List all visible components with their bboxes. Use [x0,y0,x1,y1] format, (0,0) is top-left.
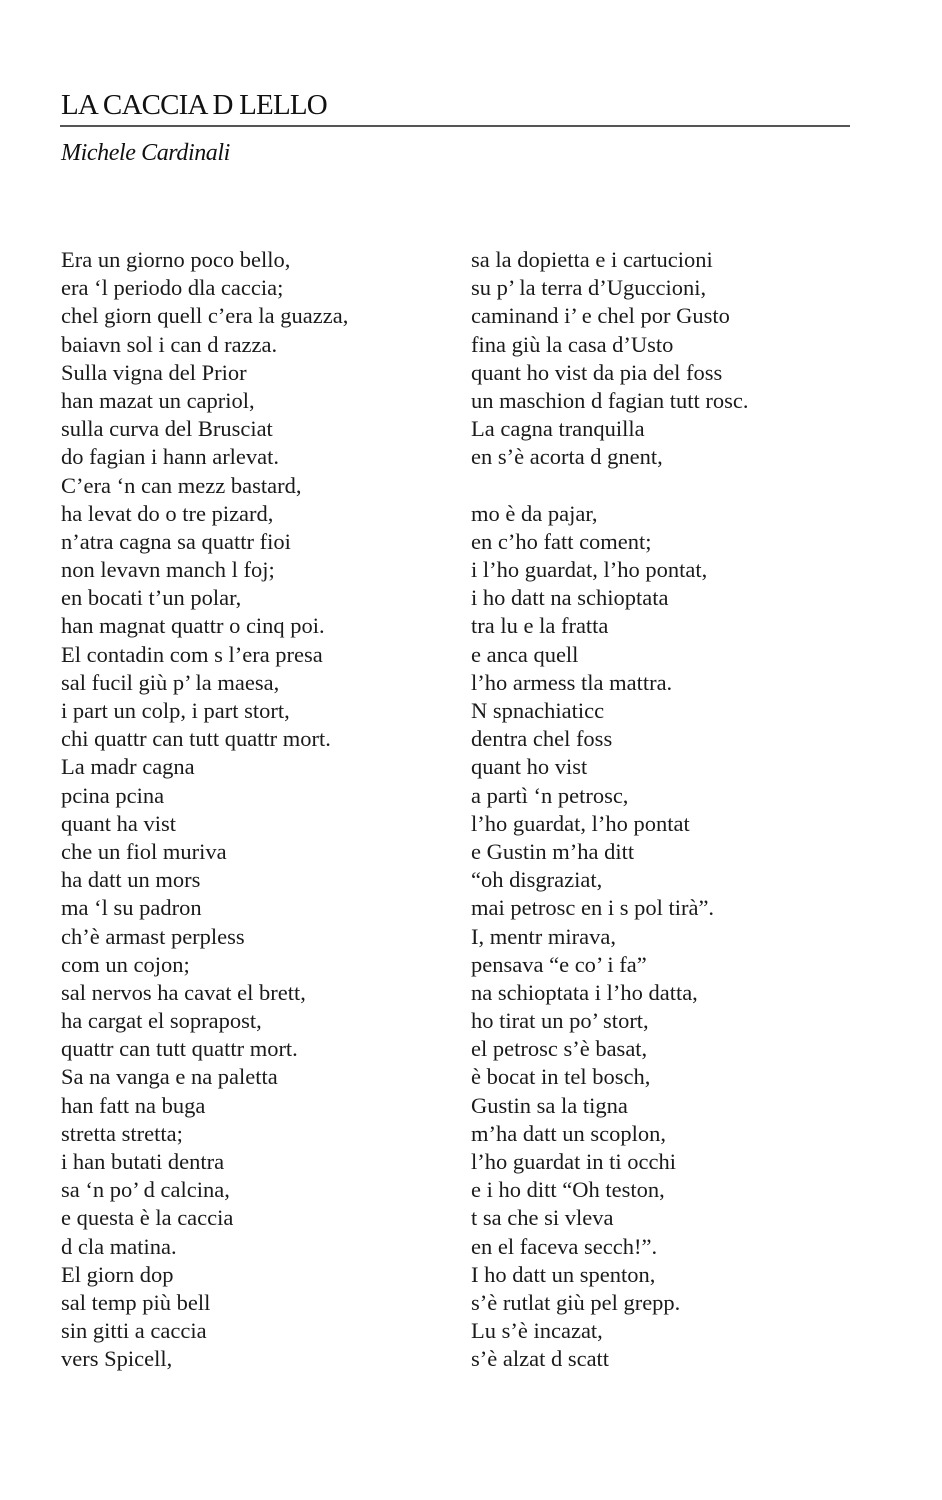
poem-column-left [61,246,348,1374]
poem-line: i l’ho guardat, l’ho pontat, [471,557,708,583]
poem-line: en s’è acorta d gnent, [471,444,663,470]
poem-line: e i ho ditt “Oh teston, [471,1177,665,1203]
poem-line: Sa na vanga e na paletta [61,1064,278,1090]
poem-line: un maschion d fagian tutt rosc. [471,387,749,413]
poem-line: pensava “e co’ i fa” [471,951,647,977]
poem-line: era ‘l periodo dla caccia; [61,275,284,301]
poem-line: chel giorn quell c’era la guazza, [61,303,349,329]
poem-line: mai petrosc en i s pol tirà”. [471,895,715,921]
poem-line: pcina pcina [61,782,165,808]
poem-line: I ho datt un spenton, [471,1261,656,1287]
poem-line: Lu s’è incazat, [471,1318,603,1344]
poem-line: do fagian i hann arlevat. [61,444,280,470]
poem-line: ma ‘l su padron [61,895,202,921]
poem-line: en el faceva secch!”. [471,1233,658,1259]
poem-line: e anca quell [471,641,579,667]
poem-line: sal nervos ha cavat el brett, [61,979,306,1005]
poem-line: i ho datt na schioptata [471,585,669,611]
poem-line: han fatt na buga [61,1092,206,1118]
poem-line: fina giù la casa d’Usto [471,331,674,357]
poem-line: sa ‘n po’ d calcina, [61,1177,230,1203]
poem-line: tra lu e la fratta [471,613,609,639]
poem-line: è bocat in tel bosch, [471,1064,651,1090]
poem-line: m’ha datt un scoplon, [471,1120,666,1146]
poem-line: non levavn manch l foj; [61,557,275,583]
poem-line: na schioptata i l’ho datta, [471,979,698,1005]
poem-line: quant ho vist [471,754,588,780]
poem-line: han mazat un capriol, [61,387,255,413]
poem-line: en c’ho fatt coment; [471,528,652,554]
poem-line: e questa è la caccia [61,1205,234,1231]
poem-line: mo è da pajar, [471,500,598,526]
poem-line: i han butati dentra [61,1149,225,1174]
poem-line: Sulla vigna del Prior [61,359,247,385]
poem-line: La madr cagna [61,754,195,780]
poem-line: El giorn dop [61,1261,174,1287]
poem-line: e Gustin m’ha ditt [471,838,635,864]
author-name: Michele Cardinali [61,140,230,166]
poem-line: l’ho guardat, l’ho pontat [471,810,690,836]
title-divider [60,125,850,127]
poem-column-right [471,246,748,1374]
poem-line: ho tirat un po’ stort, [471,1008,649,1034]
poem-line: i part un colp, i part stort, [61,698,290,723]
poem-line: chi quattr can tutt quattr mort. [61,726,331,752]
poem-line: sal temp più bell [61,1289,211,1315]
poem-line: d cla matina. [61,1233,177,1259]
poem-line: com un cojon; [61,951,190,977]
poem-line: sulla curva del Brusciat [61,416,273,442]
poem-line: sin gitti a caccia [61,1318,207,1344]
poem-line: el petrosc s’è basat, [471,1036,648,1062]
poem-line: C’era ‘n can mezz bastard, [61,472,302,498]
poem-line: che un fiol muriva [61,838,227,864]
poem-line: sa la dopietta e i cartucioni [471,247,713,272]
poem-line: sal fucil giù p’ la maesa, [61,669,280,695]
poem-line: en bocati t’un polar, [61,585,242,611]
poem-line: ch’è armast perpless [61,923,245,949]
poem-line: caminand i’ e chel por Gusto [471,303,730,329]
poem-line: s’è rutlat giù pel grepp. [471,1289,681,1315]
poem-line: “oh disgraziat, [471,867,603,893]
stanza-break [471,472,748,500]
poem-line: vers Spicell, [61,1346,173,1372]
poem-line: ha levat do o tre pizard, [61,500,274,526]
poem-line: N spnachiaticc [471,698,605,723]
poem-line: quant ho vist da pia del foss [471,359,723,385]
poem-line: stretta stretta; [61,1120,183,1146]
poem-line: l’ho guardat in ti occhi [471,1149,676,1174]
poem-line: l’ho armess tla mattra. [471,669,673,695]
poem-line: a partì ‘n petrosc, [471,782,629,808]
poem-line: n’atra cagna sa quattr fioi [61,528,291,554]
poem-line: Gustin sa la tigna [471,1092,628,1118]
poem-line: El contadin com s l’era presa [61,641,323,667]
poem-line: baiavn sol i can d razza. [61,331,278,357]
poem-line: ha datt un mors [61,867,201,893]
poem-line: ha cargat el soprapost, [61,1008,262,1034]
poem-line: han magnat quattr o cinq poi. [61,613,325,639]
poem-line: s’è alzat d scatt [471,1346,610,1372]
poem-line: I, mentr mirava, [471,923,616,949]
poem-line: dentra chel foss [471,726,613,752]
poem-line: Era un giorno poco bello, [61,247,291,272]
page-title: LA CACCIA D LELLO [61,89,327,121]
poem-line: La cagna tranquilla [471,416,645,442]
poem-line: quattr can tutt quattr mort. [61,1036,298,1062]
poem-line: t sa che si vleva [471,1205,614,1231]
poem-line: quant ha vist [61,810,176,836]
poem-line: su p’ la terra d’Uguccioni, [471,275,707,301]
